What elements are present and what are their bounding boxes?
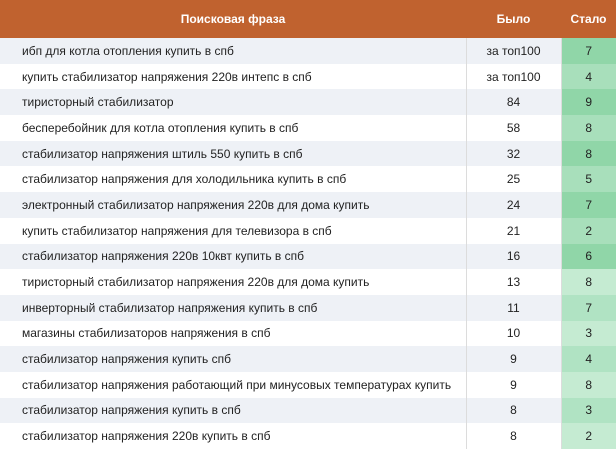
search-phrase-cell: купить стабилизатор напряжения 220в интепс в спб xyxy=(0,64,466,90)
position-before-cell: за топ100 xyxy=(466,64,561,90)
position-after-cell: 2 xyxy=(561,218,616,244)
position-before-cell: 13 xyxy=(466,269,561,295)
table-row xyxy=(0,346,616,372)
search-phrase-cell: стабилизатор напряжения штиль 550 купить в спб xyxy=(0,141,466,167)
position-before-cell: за топ100 xyxy=(466,38,561,64)
search-phrase-cell: бесперебойник для котла отопления купить в спб xyxy=(0,115,466,141)
search-phrase-cell: стабилизатор напряжения 220в купить в спб xyxy=(0,423,466,449)
search-phrase-cell: стабилизатор напряжения 220в 10квт купить в спб xyxy=(0,244,466,270)
position-after-cell: 3 xyxy=(561,321,616,347)
position-after-cell: 7 xyxy=(561,192,616,218)
search-phrase-cell: стабилизатор напряжения купить спб xyxy=(0,346,466,372)
position-before-cell: 10 xyxy=(466,321,561,347)
position-before-cell: 8 xyxy=(466,423,561,449)
table-row xyxy=(0,244,616,270)
position-before-cell: 24 xyxy=(466,192,561,218)
position-before-cell: 9 xyxy=(466,372,561,398)
table-row xyxy=(0,269,616,295)
position-after-cell: 4 xyxy=(561,64,616,90)
position-before-cell: 8 xyxy=(466,398,561,424)
table-row xyxy=(0,192,616,218)
table-row xyxy=(0,295,616,321)
search-phrase-cell: стабилизатор напряжения купить в спб xyxy=(0,398,466,424)
position-before-cell: 25 xyxy=(466,166,561,192)
position-after-cell: 5 xyxy=(561,166,616,192)
table-row xyxy=(0,64,616,90)
table-row xyxy=(0,398,616,424)
table-row xyxy=(0,218,616,244)
position-after-cell: 9 xyxy=(561,89,616,115)
table-row xyxy=(0,38,616,64)
position-after-cell: 3 xyxy=(561,398,616,424)
position-after-cell: 8 xyxy=(561,269,616,295)
search-phrase-cell: магазины стабилизаторов напряжения в спб xyxy=(0,321,466,347)
position-before-cell: 58 xyxy=(466,115,561,141)
position-after-cell: 8 xyxy=(561,141,616,167)
table-row xyxy=(0,372,616,398)
table-row xyxy=(0,115,616,141)
position-after-cell: 8 xyxy=(561,372,616,398)
position-before-cell: 9 xyxy=(466,346,561,372)
column-header-phrase: Поисковая фраза xyxy=(0,0,466,38)
search-phrase-cell: стабилизатор напряжения работающий при минусовых температурах купить xyxy=(0,372,466,398)
position-after-cell: 6 xyxy=(561,244,616,270)
position-after-cell: 7 xyxy=(561,38,616,64)
table-row xyxy=(0,166,616,192)
search-phrase-cell: тиристорный стабилизатор напряжения 220в для дома купить xyxy=(0,269,466,295)
table-header-row xyxy=(0,0,616,38)
column-header-after: Стало xyxy=(561,0,616,38)
position-before-cell: 32 xyxy=(466,141,561,167)
position-after-cell: 4 xyxy=(561,346,616,372)
search-phrase-cell: купить стабилизатор напряжения для телевизора в спб xyxy=(0,218,466,244)
position-after-cell: 7 xyxy=(561,295,616,321)
position-before-cell: 11 xyxy=(466,295,561,321)
position-after-cell: 2 xyxy=(561,423,616,449)
position-before-cell: 21 xyxy=(466,218,561,244)
position-after-cell: 8 xyxy=(561,115,616,141)
search-phrase-cell: инверторный стабилизатор напряжения купить в спб xyxy=(0,295,466,321)
position-before-cell: 16 xyxy=(466,244,561,270)
table-row xyxy=(0,423,616,449)
search-phrase-cell: стабилизатор напряжения для холодильника купить в спб xyxy=(0,166,466,192)
search-phrase-cell: ибп для котла отопления купить в спб xyxy=(0,38,466,64)
position-before-cell: 84 xyxy=(466,89,561,115)
table-row xyxy=(0,141,616,167)
table-row xyxy=(0,89,616,115)
table-row xyxy=(0,321,616,347)
column-header-before: Было xyxy=(466,0,561,38)
search-phrase-cell: тиристорный стабилизатор xyxy=(0,89,466,115)
search-phrase-cell: электронный стабилизатор напряжения 220в для дома купить xyxy=(0,192,466,218)
